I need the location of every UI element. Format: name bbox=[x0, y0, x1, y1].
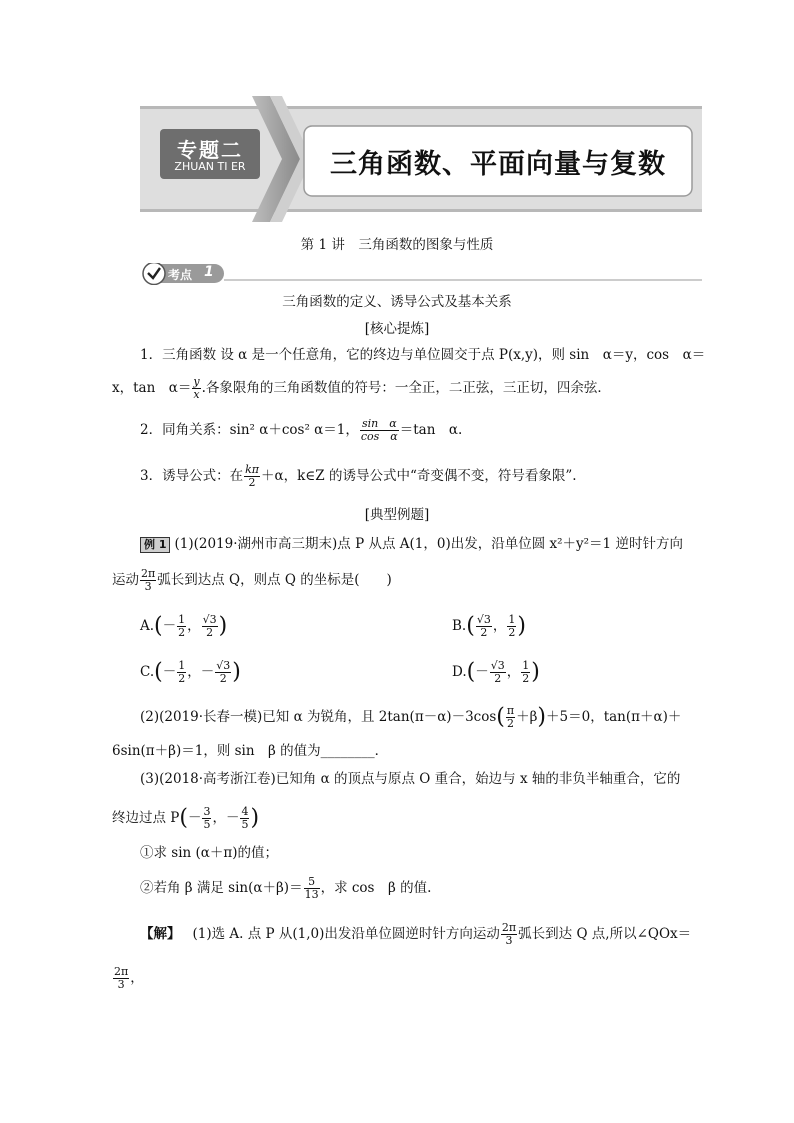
fraction bbox=[490, 660, 506, 685]
solution-label: 【解】 bbox=[140, 926, 181, 942]
numerator: 2π bbox=[501, 921, 517, 934]
solution-line-2 bbox=[112, 966, 144, 991]
denominator: 2 bbox=[178, 672, 186, 685]
numerator: 3 bbox=[203, 805, 211, 818]
sign: － bbox=[475, 664, 489, 680]
example-q3-sub1: ①求 sin (α＋π)的值； bbox=[140, 845, 279, 861]
sign: － bbox=[162, 664, 177, 680]
denominator: 3 bbox=[144, 580, 152, 593]
fraction bbox=[192, 376, 200, 401]
badge-number: 1 bbox=[204, 264, 214, 280]
fraction bbox=[244, 464, 260, 489]
core-point-2 bbox=[140, 418, 462, 443]
denominator: 2 bbox=[508, 626, 516, 639]
fraction bbox=[202, 614, 218, 639]
example-q1 bbox=[140, 535, 683, 553]
core-heading: [核心提炼] bbox=[364, 321, 430, 337]
text: (1)(2019·湖州市高三期末)点 P 从点 A(1，0)出发，沿单位圆 x²＋y²＝1 逆时针方向 bbox=[174, 536, 683, 552]
numerator: 2π bbox=[141, 567, 156, 580]
fraction bbox=[476, 614, 492, 639]
fraction bbox=[304, 876, 320, 901]
text: x，tan α＝ bbox=[112, 380, 192, 396]
example-q1-cont bbox=[112, 568, 392, 593]
text: 弧长到达 Q 点,所以∠QOx＝ bbox=[518, 926, 692, 942]
badge-graphic bbox=[140, 263, 702, 285]
topic-pinyin: ZHUAN TI ER bbox=[174, 160, 246, 173]
fraction bbox=[215, 660, 231, 685]
text: 3．诱导公式：在 bbox=[140, 468, 244, 484]
denominator: 3 bbox=[505, 934, 513, 947]
text: 弧长到达点 Q，则点 Q 的坐标是( ) bbox=[157, 572, 392, 588]
text: 运动 bbox=[112, 572, 139, 588]
topic-label: 专题二 bbox=[177, 138, 243, 162]
text: .各象限角的三角函数值的符号：一全正，二正弦，三正切，四余弦． bbox=[201, 380, 611, 396]
chapter-title: 三角函数、平面向量与复数 bbox=[330, 149, 666, 180]
example-q3: (3)(2018·高考浙江卷)已知角 α 的顶点与原点 O 重合，始边与 x 轴的非负半轴重合，它的 bbox=[140, 771, 681, 787]
example-q2: (2)(2019·长春一模)已知 α 为锐角，且 2tan(π－α)－3cos( $\frac{\pi}{2}$ ＋β)＋5＝0，tan(π＋α)＋ bbox=[140, 704, 682, 730]
text: (1)选 A. 点 P 从(1,0)出发沿单位圆逆时针方向运动 bbox=[192, 926, 500, 942]
numerator: 1 bbox=[178, 613, 186, 626]
option-label: C. bbox=[140, 664, 155, 680]
option-b: B.( $\frac{√3}{2}$ ， $\frac{1}{2}$ ) bbox=[452, 613, 526, 639]
denominator: 5 bbox=[241, 818, 249, 831]
denominator: 13 bbox=[304, 888, 319, 901]
sign: － bbox=[162, 618, 177, 634]
denominator: 3 bbox=[117, 978, 125, 991]
chapter-banner bbox=[140, 96, 702, 222]
option-label: A. bbox=[140, 618, 155, 634]
option-a: A.(－ $\frac{1}{2}$ ， $\frac{√3}{2}$ ) bbox=[140, 613, 228, 639]
numerator: √3 bbox=[490, 659, 505, 672]
numerator: π bbox=[506, 704, 515, 717]
text: 终边过点 P bbox=[112, 810, 180, 826]
denominator: 2 bbox=[178, 626, 186, 639]
numerator: sin α bbox=[360, 418, 399, 431]
example-tag: 例 1 bbox=[140, 537, 170, 553]
text: ②若角 β 满足 sin(α＋β)＝ bbox=[140, 880, 303, 896]
option-d: D.(－ $\frac{√3}{2}$ ， $\frac{1}{2}$ ) bbox=[452, 659, 540, 685]
fraction bbox=[177, 660, 186, 685]
core-point-3 bbox=[140, 464, 577, 489]
fraction bbox=[360, 418, 399, 443]
numerator: kπ bbox=[245, 463, 259, 476]
example-q3-sub2 bbox=[140, 876, 431, 901]
numerator: 1 bbox=[178, 659, 186, 672]
fraction bbox=[240, 806, 249, 831]
option-label: B. bbox=[452, 618, 467, 634]
examples-heading: [典型例题] bbox=[364, 507, 430, 523]
text: (2)(2019·长春一模)已知 α 为锐角，且 2tan(π－α)－3cos bbox=[140, 709, 497, 725]
fraction bbox=[506, 705, 515, 730]
numerator: 1 bbox=[522, 659, 530, 672]
numerator: 1 bbox=[508, 613, 516, 626]
text: ＋β bbox=[516, 709, 538, 725]
kaodian-badge bbox=[140, 263, 702, 285]
denominator: 5 bbox=[203, 818, 211, 831]
fraction bbox=[177, 614, 186, 639]
fraction bbox=[202, 806, 211, 831]
sign: － bbox=[200, 664, 215, 680]
numerator: 4 bbox=[241, 805, 249, 818]
numerator: √3 bbox=[216, 659, 231, 672]
lecture-title: 第 1 讲 三角函数的图象与性质 bbox=[300, 237, 494, 253]
denominator: x bbox=[193, 388, 200, 401]
numerator: y bbox=[193, 375, 200, 388]
solution-line-1 bbox=[140, 922, 691, 947]
text: ＝tan α. bbox=[399, 422, 463, 438]
option-c: C.(－ $\frac{1}{2}$ ，－ $\frac{√3}{2}$ ) bbox=[140, 659, 241, 685]
core-point-1-cont bbox=[112, 376, 611, 401]
denominator: 2 bbox=[506, 717, 514, 730]
denominator: cos α bbox=[360, 430, 398, 443]
fraction bbox=[501, 922, 517, 947]
example-q2-cont: 6sin(π＋β)＝1，则 sin β 的值为________． bbox=[112, 743, 389, 759]
denominator: 2 bbox=[248, 476, 256, 489]
text: ＋5＝0，tan(π＋α)＋ bbox=[546, 709, 682, 725]
numerator: √3 bbox=[476, 613, 491, 626]
fraction bbox=[113, 966, 129, 991]
numerator: 5 bbox=[304, 876, 320, 889]
text: 2．同角关系：sin² α＋cos² α＝1， bbox=[140, 422, 359, 438]
section-title: 三角函数的定义、诱导公式及基本关系 bbox=[282, 294, 512, 310]
text: ， bbox=[130, 970, 144, 986]
denominator: 2 bbox=[480, 626, 488, 639]
denominator: 2 bbox=[522, 672, 530, 685]
numerator: √3 bbox=[202, 613, 217, 626]
badge-label: 考点 bbox=[168, 268, 193, 282]
fraction bbox=[521, 660, 530, 685]
numerator: 2π bbox=[114, 965, 129, 978]
fraction bbox=[140, 568, 156, 593]
denominator: 2 bbox=[206, 626, 214, 639]
core-point-1: 1．三角函数 设 α 是一个任意角，它的终边与单位圆交于点 P(x,y)，则 sin α＝y，cos α＝ bbox=[140, 347, 706, 363]
text: ＋α，k∈Z 的诱导公式中“奇变偶不变，符号看象限”. bbox=[261, 468, 577, 484]
text: ，求 cos β 的值. bbox=[320, 880, 432, 896]
fraction bbox=[507, 614, 516, 639]
option-label: D. bbox=[452, 664, 467, 680]
denominator: 2 bbox=[219, 672, 227, 685]
denominator: 2 bbox=[494, 672, 502, 685]
example-q3-cont: 终边过点 P(－ $\frac{3}{5}$ ，－ $\frac{4}{5}$ ) bbox=[112, 805, 260, 831]
